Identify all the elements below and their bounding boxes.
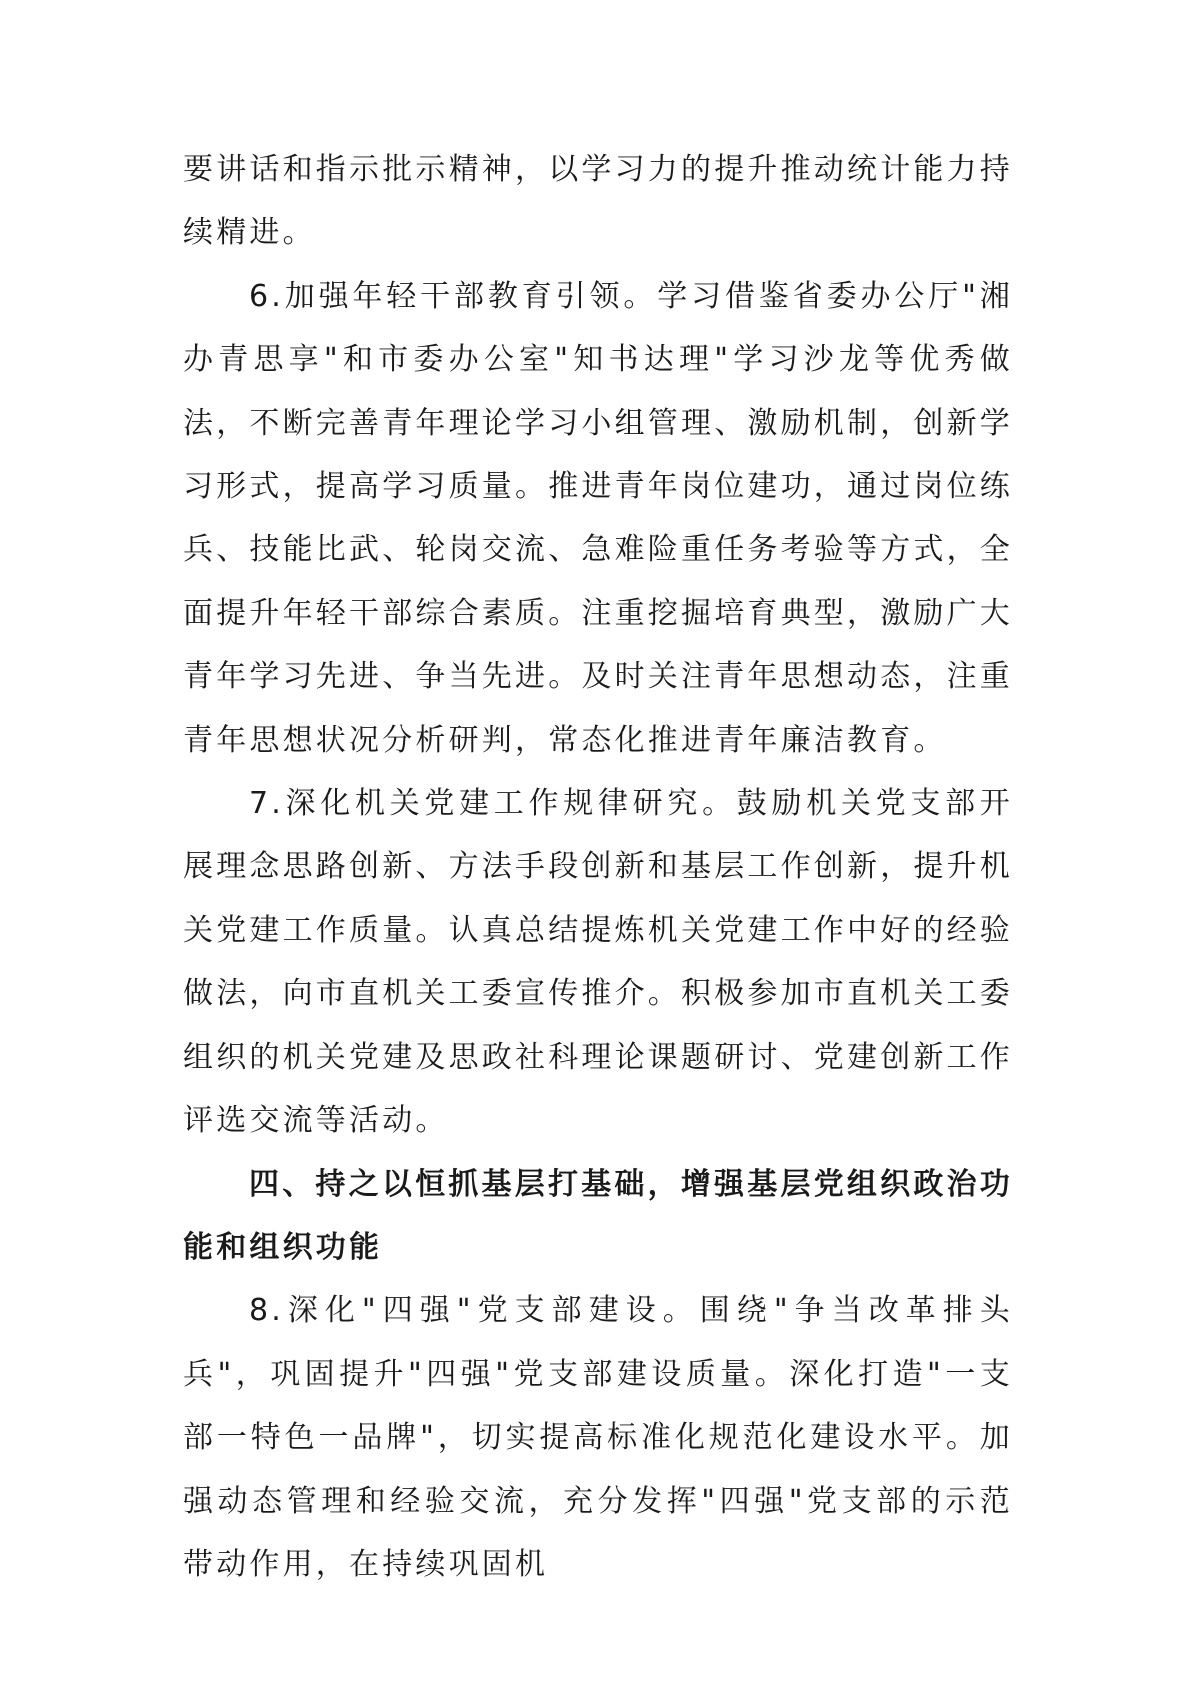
document-body [183,138,1013,1596]
paragraph-item-7: 7.深化机关党建工作规律研究。鼓励机关党支部开展理念思路创新、方法手段创新和基层工作创新，提升机关党建工作质量。认真总结提炼机关党建工作中好的经验做法，向市直机关工委宣传推介。积极参加市直机关工委组织的机关党建及思政社科理论课题研讨、党建创新工作评选交流等活动。 [183,786,1013,1139]
paragraph-item-6: 6.加强年轻干部教育引领。学习借鉴省委办公厅"湘办青思享"和市委办公室"知书达理"学习沙龙等优秀做法，不断完善青年理论学习小组管理、激励机制，创新学习形式，提高学习质量。推进青年岗位建功，通过岗位练兵、技能比武、轮岗交流、急难险重任务考验等方式，全面提升年轻干部综合素质。注重挖掘培育典型，激励广大青年学习先进、争当先进。及时关注青年思想动态，注重青年思想状况分析研判，常态化推进青年廉洁教育。 [183,278,1013,758]
section-heading-4: 四、持之以恒抓基层打基础，增强基层党组织政治功能和组织功能 [183,1166,1013,1265]
paragraph-continuation: 要讲话和指示批示精神，以学习力的提升推动统计能力持续精进。 [183,152,1013,251]
paragraph-item-8: 8.深化"四强"党支部建设。围绕"争当改革排头兵"，巩固提升"四强"党支部建设质量。深化打造"一支部一特色一品牌"，切实提高标准化规范化建设水平。加强动态管理和经验交流，充分发挥"四强"党支部的示范带动作用，在持续巩固机 [183,1293,1013,1582]
